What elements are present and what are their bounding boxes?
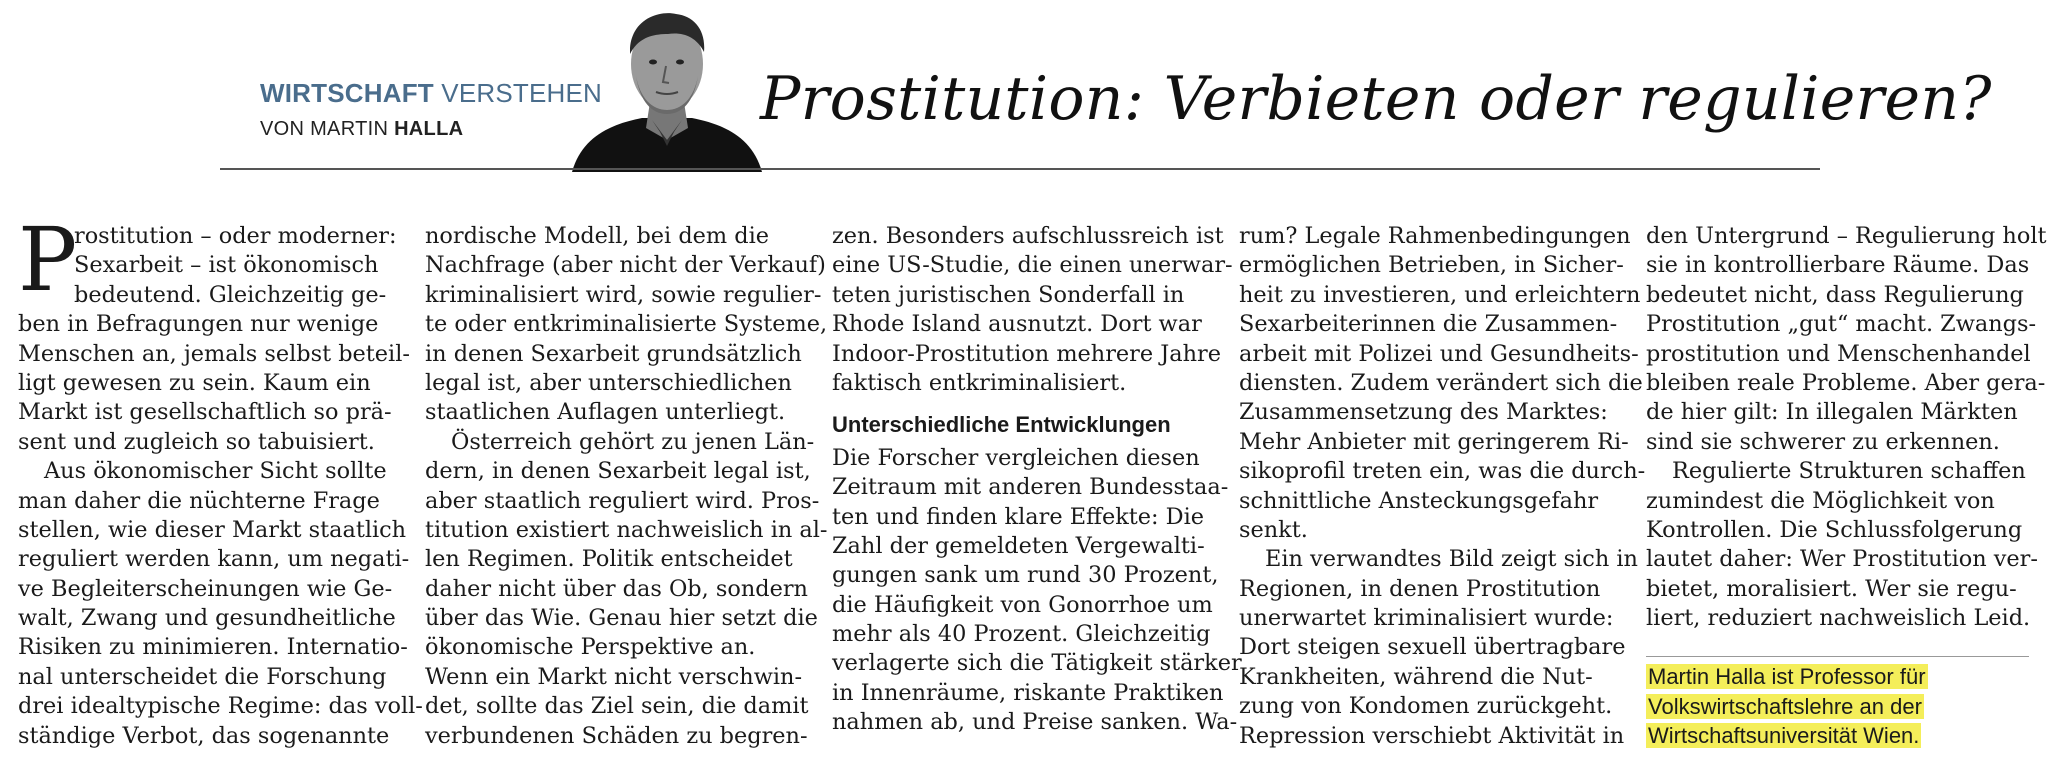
- text-line: eine US-Studie, die einen unerwar-: [832, 252, 1233, 279]
- drop-cap: P: [18, 208, 78, 311]
- text-line: den Untergrund – Regulierung holt: [1646, 223, 2047, 249]
- text-line: sent und zugleich so tabuisiert.: [18, 428, 375, 455]
- text-line: in denen Sexarbeit grundsätzlich: [425, 340, 802, 367]
- author-portrait: [572, 6, 762, 172]
- text-line: Zusammensetzung des Marktes:: [1239, 399, 1608, 426]
- text-line: Regionen, in denen Prostitution: [1239, 575, 1601, 602]
- author-bio: [1646, 662, 2029, 751]
- rubric-light: VERSTEHEN: [441, 78, 603, 108]
- text-line: bleiben reale Probleme. Aber gera-: [1646, 369, 2046, 396]
- article-column-5: [1646, 222, 2047, 633]
- text-line: daher nicht über das Ob, sondern: [425, 575, 808, 602]
- text-line: Zeitraum mit anderen Bundesstaa-: [832, 474, 1229, 501]
- text-line: len Regimen. Politik entscheidet: [425, 546, 793, 573]
- text-line: Krankheiten, während die Nut-: [1239, 663, 1593, 690]
- text-line: liert, reduziert nachweislich Leid.: [1646, 605, 2031, 632]
- text-line: in Innenräume, riskante Praktiken: [832, 679, 1224, 706]
- article-column-2: [425, 222, 828, 751]
- text-line: nordische Modell, bei dem die: [425, 223, 770, 249]
- subheading: Unterschiedliche Entwicklungen: [832, 412, 1171, 438]
- column-rubric: [260, 78, 602, 109]
- text-line: Indoor-Prostitution mehrere Jahre: [832, 340, 1221, 367]
- text-line: sikoprofil treten ein, was die durch-: [1239, 458, 1646, 485]
- text-line: Nachfrage (aber nicht der Verkauf): [425, 252, 826, 279]
- text-line: sie in kontrollierbare Räume. Das: [1646, 252, 2030, 279]
- text-line: verbundenen Schäden zu begren-: [425, 722, 808, 749]
- article-column-4: [1239, 222, 1646, 751]
- article-column-1: [18, 208, 423, 751]
- text-line: prostitution und Menschenhandel: [1646, 340, 2031, 367]
- text-line: schnittliche Ansteckungsgefahr: [1239, 487, 1599, 514]
- text-line: heit zu investieren, und erleichtern: [1239, 281, 1641, 308]
- text-line: zung von Kondomen zurückgeht.: [1239, 693, 1613, 720]
- text-line: mehr als 40 Prozent. Gleichzeitig: [832, 621, 1211, 648]
- text-line: verlagerte sich die Tätigkeit stärker: [832, 650, 1242, 677]
- text-line: lautet daher: Wer Prostitution ver-: [1646, 546, 2038, 573]
- text-line: aber staatlich reguliert wird. Pros-: [425, 487, 820, 514]
- text-line: die Häufigkeit von Gonorrhoe um: [832, 591, 1213, 618]
- text-line: rum? Legale Rahmenbedingungen: [1239, 223, 1631, 249]
- header-divider: [220, 168, 1820, 170]
- text-line: reguliert werden kann, um negati-: [18, 546, 410, 573]
- text-line: Markt ist gesellschaftlich so prä-: [18, 399, 392, 426]
- text-line: Kontrollen. Die Schlussfolgerung: [1646, 516, 2023, 543]
- text-line: ständige Verbot, das sogenannte: [18, 722, 390, 749]
- text-line: zumindest die Möglichkeit von: [1646, 487, 1995, 514]
- text-line: diensten. Zudem verändert sich die: [1239, 369, 1643, 396]
- text-line: bedeutend. Gleichzeitig ge-: [74, 281, 387, 308]
- text-line: legal ist, aber unterschiedlichen: [425, 369, 792, 396]
- text-line: te oder entkriminalisierte Systeme,: [425, 311, 828, 338]
- text-line: bietet, moralisiert. Wer sie regu-: [1646, 575, 2017, 602]
- text-line: Zahl der gemeldeten Vergewalti-: [832, 532, 1205, 559]
- headline: Prostitution: Verbieten oder regulieren?: [760, 64, 1992, 134]
- text-line: stellen, wie dieser Markt staatlich: [18, 516, 407, 543]
- text-line: zen. Besonders aufschlussreich ist: [832, 223, 1224, 249]
- rubric-bold: WIRTSCHAFT: [260, 78, 434, 108]
- text-line: ermöglichen Betrieben, in Sicher-: [1239, 252, 1624, 279]
- bio-line: Volkswirtschaftslehre an der: [1648, 693, 1922, 719]
- text-line: über das Wie. Genau hier setzt die: [425, 605, 818, 632]
- bio-divider: [1646, 656, 2029, 657]
- text-line: rostitution – oder moderner:: [74, 223, 397, 249]
- text-line: Menschen an, jemals selbst beteil-: [18, 340, 410, 367]
- text-line: ben in Befragungen nur wenige: [18, 311, 379, 338]
- text-line: dern, in denen Sexarbeit legal ist,: [425, 458, 811, 485]
- text-line: Prostitution „gut“ macht. Zwangs-: [1646, 311, 2037, 338]
- text-line: Repression verschiebt Aktivität in: [1239, 722, 1625, 749]
- text-line: Österreich gehört zu jenen Län-: [451, 428, 815, 455]
- text-line: walt, Zwang und gesundheitliche: [18, 605, 396, 632]
- text-line: Rhode Island ausnutzt. Dort war: [832, 311, 1202, 338]
- text-line: Regulierte Strukturen schaffen: [1672, 458, 2026, 485]
- text-line: Dort steigen sexuell übertragbare: [1239, 634, 1626, 661]
- text-line: teten juristischen Sonderfall in: [832, 281, 1185, 308]
- text-line: Sexarbeiterinnen die Zusammen-: [1239, 311, 1618, 338]
- text-line: senkt.: [1239, 516, 1308, 543]
- text-line: sind sie schwerer zu erkennen.: [1646, 428, 2000, 455]
- text-line: ligt gewesen zu sein. Kaum ein: [18, 369, 371, 396]
- text-line: ten und finden klare Effekte: Die: [832, 503, 1205, 530]
- text-line: gungen sank um rund 30 Prozent,: [832, 562, 1219, 589]
- text-line: det, sollte das Ziel sein, die damit: [425, 693, 809, 720]
- article-column-3: [832, 222, 1242, 738]
- byline-prefix: VON MARTIN: [260, 118, 389, 140]
- text-line: staatlichen Auflagen unterliegt.: [425, 399, 786, 426]
- text-line: man daher die nüchterne Frage: [18, 487, 380, 514]
- text-line: Sexarbeit – ist ökonomisch: [74, 252, 379, 279]
- article-header: [0, 0, 2048, 172]
- text-line: ökonomische Perspektive an.: [425, 634, 756, 661]
- bio-line: Martin Halla ist Professor für: [1648, 664, 1926, 689]
- text-line: Aus ökonomischer Sicht sollte: [44, 458, 387, 485]
- text-line: Die Forscher vergleichen diesen: [832, 444, 1200, 471]
- bio-line: Wirtschaftsuniversität Wien.: [1648, 723, 1920, 749]
- opening-paragraph: [18, 208, 401, 311]
- text-line: de hier gilt: In illegalen Märkten: [1646, 399, 2018, 426]
- text-line: bedeutet nicht, dass Regulierung: [1646, 281, 2024, 308]
- text-line: titution existiert nachweislich in al-: [425, 516, 828, 543]
- text-line: nal unterscheidet die Forschung: [18, 663, 387, 690]
- byline: [260, 118, 463, 141]
- text-line: Wenn ein Markt nicht verschwin-: [425, 663, 803, 690]
- text-line: arbeit mit Polizei und Gesundheits-: [1239, 340, 1639, 367]
- byline-name: HALLA: [394, 118, 464, 140]
- text-line: nahmen ab, und Preise sanken. Wa-: [832, 709, 1238, 736]
- text-line: Ein verwandtes Bild zeigt sich in: [1265, 546, 1638, 573]
- text-line: Risiken zu minimieren. Internatio-: [18, 634, 408, 661]
- text-line: kriminalisiert wird, sowie regulier-: [425, 281, 822, 308]
- text-line: drei idealtypische Regime: das voll-: [18, 693, 423, 720]
- text-line: faktisch entkriminalisiert.: [832, 369, 1127, 396]
- text-line: Mehr Anbieter mit geringerem Ri-: [1239, 428, 1629, 455]
- text-line: unerwartet kriminalisiert wurde:: [1239, 605, 1614, 632]
- text-line: ve Begleiterscheinungen wie Ge-: [18, 575, 393, 602]
